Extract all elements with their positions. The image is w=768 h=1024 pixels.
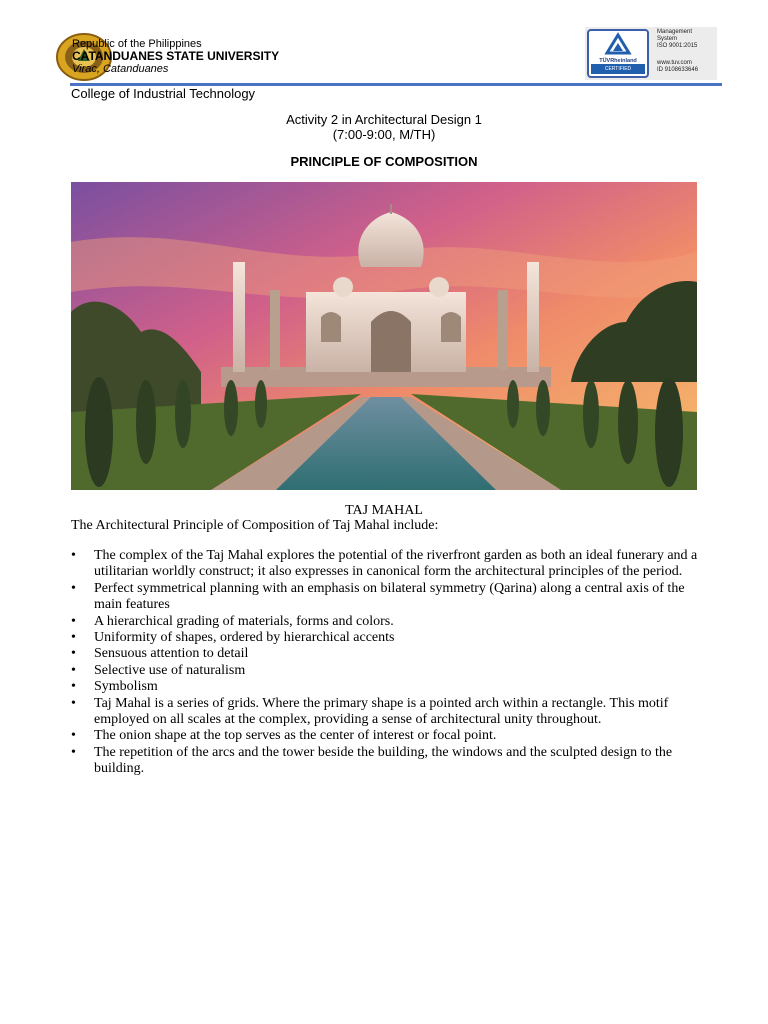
header-republic: Republic of the Philippines bbox=[72, 38, 202, 50]
bullet-icon: • bbox=[71, 613, 76, 629]
cert-text-line: www.tuv.com bbox=[657, 60, 692, 66]
list-item bbox=[71, 728, 701, 744]
bullet-icon: • bbox=[71, 662, 76, 678]
activity-title: Activity 2 in Architectural Design 1 bbox=[286, 112, 482, 127]
taj-mahal-photo bbox=[71, 182, 697, 490]
list-item-text: Sensuous attention to detail bbox=[94, 646, 249, 662]
bullet-icon: • bbox=[71, 630, 76, 646]
list-item bbox=[71, 581, 701, 614]
iso-certification-logo bbox=[585, 27, 717, 80]
list-item bbox=[71, 663, 701, 679]
list-item bbox=[71, 630, 701, 646]
list-item-text: The complex of the Taj Mahal explores the potential of the riverfront garden as both an ideal funerary and a utilitarian worldly construct; it also expresses in canonical form the architectural principles of the period. bbox=[94, 548, 698, 580]
list-item-text: Perfect symmetrical planning with an emphasis on bilateral symmetry (Qarina) along a central axis of the main features bbox=[94, 580, 685, 613]
bullet-icon: • bbox=[71, 744, 76, 760]
cert-text-line: Management bbox=[657, 29, 693, 35]
list-item bbox=[71, 745, 701, 778]
list-item bbox=[71, 679, 701, 695]
principles-list bbox=[71, 548, 701, 778]
header-location: Virac, Catanduanes bbox=[72, 63, 169, 75]
tuv-certified-badge bbox=[587, 29, 649, 78]
list-item bbox=[71, 646, 701, 662]
cert-text-line: ID 9108633646 bbox=[657, 67, 699, 73]
list-item-text: Uniformity of shapes, ordered by hierarchical accents bbox=[94, 630, 395, 646]
intro-text: The Architectural Principle of Composition of Taj Mahal include: bbox=[71, 518, 439, 533]
cert-brand: TÜVRheinland bbox=[599, 58, 637, 64]
photo-caption: TAJ MAHAL bbox=[345, 503, 423, 518]
bullet-icon: • bbox=[71, 580, 76, 596]
list-item-text: Selective use of naturalism bbox=[94, 662, 246, 678]
list-item-text: Symbolism bbox=[94, 679, 158, 695]
list-item-text: The repetition of the arcs and the tower beside the building, the windows and the sculpted design to the building. bbox=[94, 744, 673, 777]
bullet-icon: • bbox=[71, 695, 76, 711]
list-item-text: Taj Mahal is a series of grids. Where the primary shape is a pointed arch within a rectangle. This motif employed on all scales at the complex, providing a sense of architectural unity throughout. bbox=[94, 695, 669, 728]
page-title: PRINCIPLE OF COMPOSITION bbox=[290, 154, 478, 169]
bullet-icon: • bbox=[71, 679, 76, 695]
cert-ribbon: CERTIFIED bbox=[591, 64, 645, 74]
cert-text-line: System bbox=[657, 36, 678, 42]
cert-text-line: ISO 9001:2015 bbox=[657, 43, 698, 49]
list-item bbox=[71, 696, 701, 729]
activity-schedule: (7:00-9:00, M/TH) bbox=[332, 127, 436, 142]
cert-text bbox=[657, 29, 717, 74]
bullet-icon: • bbox=[71, 728, 76, 744]
list-item bbox=[71, 614, 701, 630]
bullet-icon: • bbox=[71, 646, 76, 662]
list-item-text: The onion shape at the top serves as the center of interest or focal point. bbox=[94, 728, 497, 744]
list-item bbox=[71, 548, 701, 581]
header-university-name: CATANDUANES STATE UNIVERSITY bbox=[72, 49, 280, 63]
bullet-icon: • bbox=[71, 548, 76, 563]
list-item-text: A hierarchical grading of materials, forms and colors. bbox=[94, 613, 394, 629]
college-name: College of Industrial Technology bbox=[71, 86, 256, 101]
